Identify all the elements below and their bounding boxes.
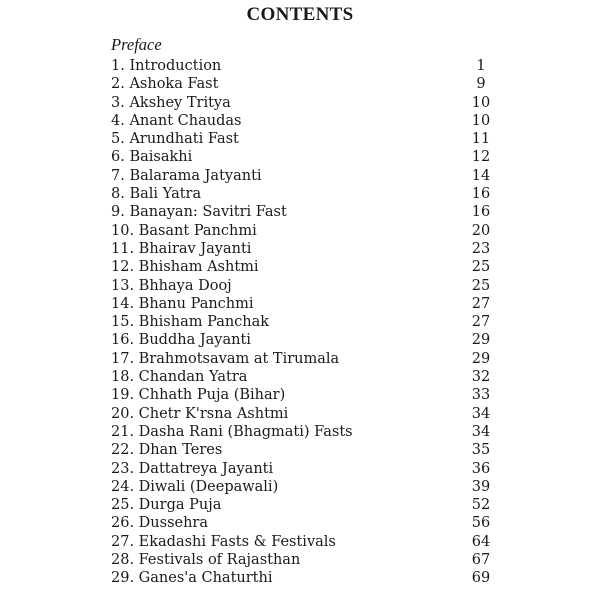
toc-list xyxy=(111,57,501,588)
toc-entry-title: 1. Introduction xyxy=(111,58,222,74)
toc-entry-title: 19. Chhath Puja (Bihar) xyxy=(111,387,286,404)
toc-entry-title: 13. Bhhaya Dooj xyxy=(111,277,232,294)
toc-entry-page-number: 27 xyxy=(471,295,491,312)
toc-entry-page-number: 64 xyxy=(471,533,491,550)
toc-entry xyxy=(111,222,501,240)
toc-entry-page-number: 29 xyxy=(471,332,491,349)
toc-entry-title: 22. Dhan Teres xyxy=(111,442,223,459)
toc-entry xyxy=(111,313,501,331)
toc-entry-title: 14. Bhanu Panchmi xyxy=(111,295,254,312)
toc-entry-page-number: 67 xyxy=(471,552,491,569)
toc-entry-page-number: 9 xyxy=(476,76,486,93)
toc-entry-title: 6. Baisakhi xyxy=(111,149,193,166)
toc-entry-page-number: 14 xyxy=(471,167,491,184)
toc-entry-title: 7. Balarama Jatyanti xyxy=(111,167,262,184)
toc-entry-page-number: 32 xyxy=(471,369,491,386)
toc-entry-page-number: 12 xyxy=(471,149,491,166)
toc-entry-title: 8. Bali Yatra xyxy=(111,186,202,203)
toc-entry-title: 2. Ashoka Fast xyxy=(111,76,219,93)
toc-entry xyxy=(111,331,501,349)
toc-entry-title: 24. Diwali (Deepawali) xyxy=(111,478,279,495)
toc-entry-page-number: 33 xyxy=(471,387,491,404)
toc-entry xyxy=(111,295,501,313)
toc-entry-page-number: 52 xyxy=(471,497,491,514)
preface-label: Preface xyxy=(111,35,162,54)
toc-entry-page-number: 16 xyxy=(471,186,491,203)
page-title: CONTENTS xyxy=(246,4,354,25)
toc-entry-page-number: 69 xyxy=(471,570,491,587)
toc-entry-title: 25. Durga Puja xyxy=(111,497,222,514)
toc-entry xyxy=(111,112,501,130)
toc-entry xyxy=(111,386,501,404)
toc-entry xyxy=(111,514,501,532)
toc-entry-title: 29. Ganes'a Chaturthi xyxy=(111,570,273,587)
toc-entry-title: 17. Brahmotsavam at Tirumala xyxy=(111,350,340,367)
toc-entry xyxy=(111,460,501,478)
toc-entry-page-number: 25 xyxy=(471,259,491,276)
toc-entry-title: 18. Chandan Yatra xyxy=(111,369,248,386)
toc-entry-page-number: 1 xyxy=(476,58,486,74)
toc-entry xyxy=(111,478,501,496)
toc-entry xyxy=(111,240,501,258)
toc-entry xyxy=(111,57,501,75)
toc-entry xyxy=(111,496,501,514)
toc-entry xyxy=(111,350,501,368)
toc-entry-page-number: 10 xyxy=(471,112,491,129)
toc-entry-title: 11. Bhairav Jayanti xyxy=(111,240,252,257)
toc-entry xyxy=(111,533,501,551)
toc-entry-page-number: 16 xyxy=(471,204,491,221)
toc-entry-page-number: 25 xyxy=(471,277,491,294)
toc-entry xyxy=(111,167,501,185)
toc-entry xyxy=(111,423,501,441)
toc-entry-page-number: 10 xyxy=(471,94,491,111)
toc-entry-title: 20. Chetr K'rsna Ashtmi xyxy=(111,405,289,422)
toc-entry xyxy=(111,130,501,148)
toc-entry xyxy=(111,258,501,276)
toc-entry-page-number: 39 xyxy=(471,478,491,495)
toc-entry-page-number: 20 xyxy=(471,222,491,239)
toc-entry xyxy=(111,75,501,93)
toc-entry-title: 12. Bhisham Ashtmi xyxy=(111,259,259,276)
toc-entry-page-number: 23 xyxy=(471,240,491,257)
toc-entry xyxy=(111,203,501,221)
toc-entry-title: 10. Basant Panchmi xyxy=(111,222,257,239)
toc-entry-page-number: 29 xyxy=(471,350,491,367)
toc-entry-title: 21. Dasha Rani (Bhagmati) Fasts xyxy=(111,423,353,440)
toc-entry xyxy=(111,551,501,569)
toc-entry-title: 15. Bhisham Panchak xyxy=(111,314,270,331)
toc-entry-page-number: 56 xyxy=(471,515,491,532)
toc-entry xyxy=(111,277,501,295)
toc-entry xyxy=(111,185,501,203)
toc-entry xyxy=(111,368,501,386)
toc-entry-page-number: 36 xyxy=(471,460,491,477)
toc-entry xyxy=(111,148,501,166)
toc-entry xyxy=(111,441,501,459)
toc-entry-title: 16. Buddha Jayanti xyxy=(111,332,251,349)
toc-entry-page-number: 35 xyxy=(471,442,491,459)
toc-entry-title: 23. Dattatreya Jayanti xyxy=(111,460,274,477)
toc-entry-page-number: 11 xyxy=(471,131,491,148)
toc-entry-title: 26. Dussehra xyxy=(111,515,209,532)
toc-entry-page-number: 27 xyxy=(471,314,491,331)
toc-entry xyxy=(111,569,501,587)
toc-entry-title: 28. Festivals of Rajasthan xyxy=(111,552,301,569)
toc-entry xyxy=(111,94,501,112)
toc-entry-page-number: 34 xyxy=(471,405,491,422)
toc-entry-title: 3. Akshey Tritya xyxy=(111,94,231,111)
toc-entry xyxy=(111,405,501,423)
toc-entry-title: 4. Anant Chaudas xyxy=(111,112,242,129)
toc-entry-title: 27. Ekadashi Fasts & Festivals xyxy=(111,533,336,550)
toc-entry-title: 9. Banayan: Savitri Fast xyxy=(111,204,287,221)
toc-entry-title: 5. Arundhati Fast xyxy=(111,131,239,148)
toc-entry-page-number: 34 xyxy=(471,423,491,440)
